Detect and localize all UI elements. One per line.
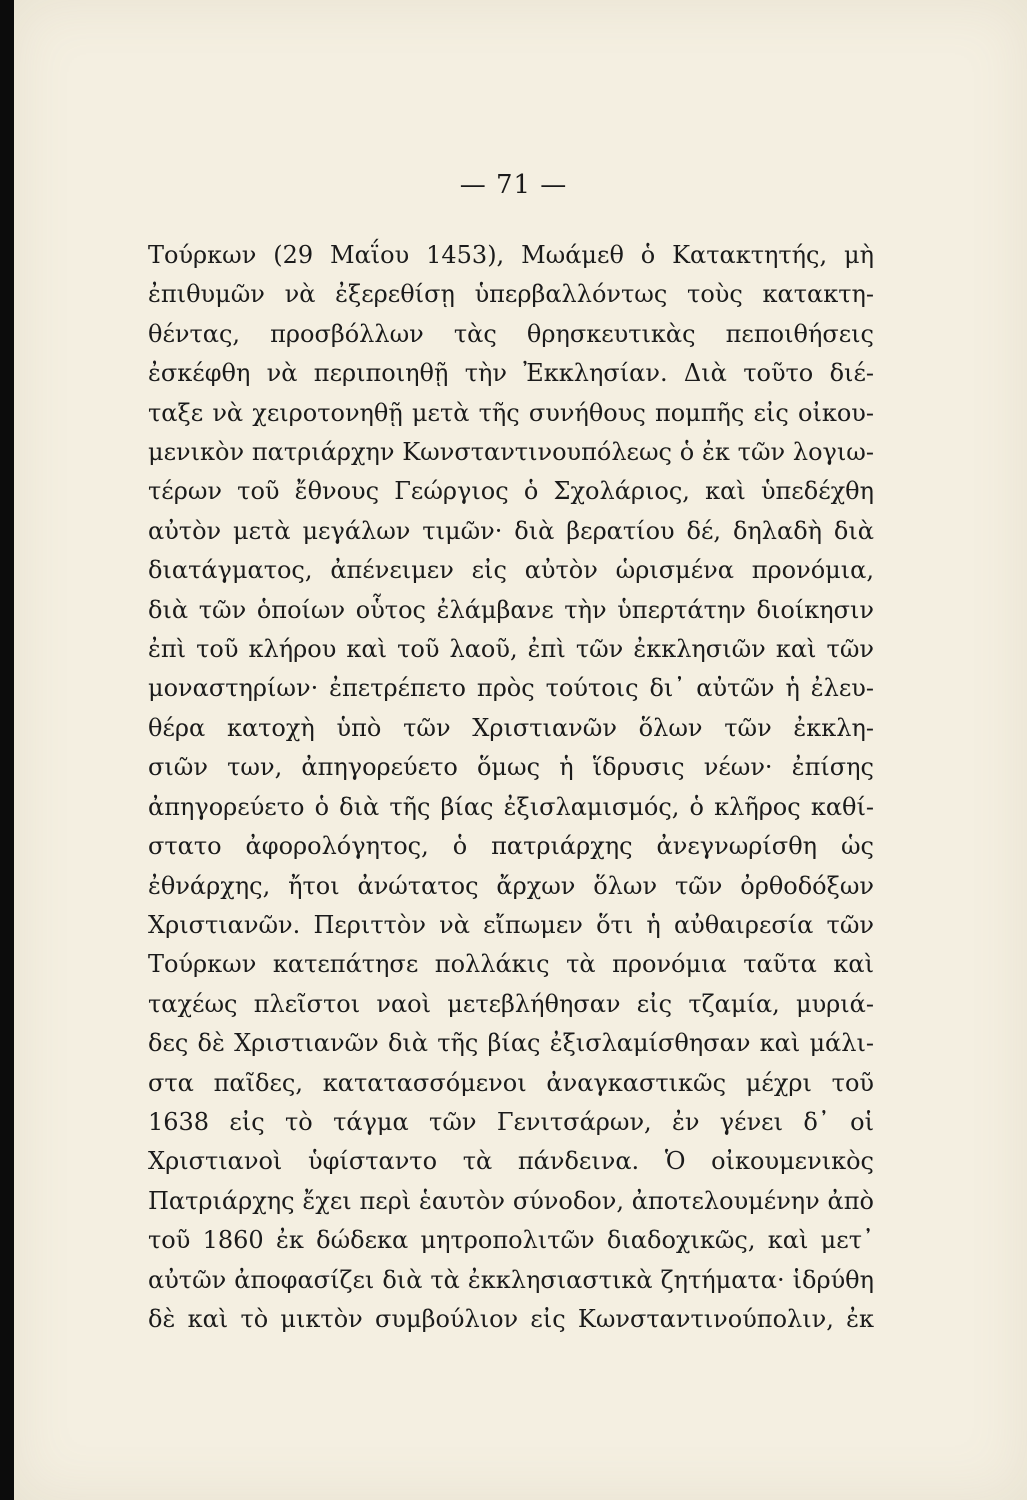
text-line: Πατριάρχης ἔχει περὶ ἑαυτὸν σύνοδον, ἀποτελουμένην ἀπὸ — [148, 1186, 874, 1215]
text-line: αὐτὸν μετὰ μεγάλων τιμῶν· διὰ βερατίου δέ, δηλαδὴ διὰ — [148, 516, 874, 545]
text-line: μοναστηρίων· ἐπετρέπετο πρὸς τούτοις δι᾽ αὐτῶν ἡ ἐλευ- — [148, 674, 874, 703]
text-line: θέρα κατοχὴ ὑπὸ τῶν Χριστιανῶν ὅλων τῶν ἐκκλη- — [148, 713, 874, 742]
text-line: δὲ καὶ τὸ μικτὸν συμβούλιον εἰς Κωνσταντινούπολιν, ἐκ — [148, 1304, 874, 1333]
text-line: διατάγματος, ἀπένειμεν εἰς αὐτὸν ὡρισμένα προνόμια, — [148, 556, 874, 585]
text-line: Χριστιανοὶ ὑφίσταντο τὰ πάνδεινα. Ὁ οἰκουμενικὸς — [148, 1147, 874, 1176]
text-line: ἐπιθυμῶν νὰ ἐξερεθίσῃ ὑπερβαλλόντως τοὺς κατακτη- — [148, 280, 874, 309]
text-line: θέντας, προσβόλλων τὰς θρησκευτικὰς πεποιθήσεις — [148, 319, 874, 348]
text-line: ταξε νὰ χειροτονηθῇ μετὰ τῆς συνήθους πομπῆς εἰς οἰκου- — [148, 398, 874, 427]
text-line: Χριστιανῶν. Περιττὸν νὰ εἴπωμεν ὅτι ἡ αὐθαιρεσία τῶν — [148, 910, 874, 939]
text-line: ἀπηγορεύετο ὁ διὰ τῆς βίας ἐξισλαμισμός, ὁ κλῆρος καθί- — [148, 792, 874, 821]
body-text — [148, 236, 874, 1339]
text-line: δες δὲ Χριστιανῶν διὰ τῆς βίας ἐξισλαμίσθησαν καὶ μάλι- — [148, 1029, 874, 1058]
text-line: ἐπὶ τοῦ κλήρου καὶ τοῦ λαοῦ, ἐπὶ τῶν ἐκκλησιῶν καὶ τῶν — [148, 635, 874, 664]
text-line: ταχέως πλεῖστοι ναοὶ μετεβλήθησαν εἰς τζαμία, μυριά- — [148, 989, 874, 1018]
page-number: — 71 — — [459, 170, 568, 200]
text-line: στα παῖδες, κατατασσόμενοι ἀναγκαστικῶς μέχρι τοῦ — [148, 1068, 874, 1097]
text-line: αὐτῶν ἀποφασίζει διὰ τὰ ἐκκλησιαστικὰ ζητήματα· ἱδρύθη — [148, 1265, 874, 1294]
text-line: μενικὸν πατριάρχην Κωνσταντινουπόλεως ὁ ἐκ τῶν λογιω- — [148, 438, 874, 467]
text-line: Τούρκων (29 Μαΐου 1453), Μωάμεθ ὁ Κατακτητής, μὴ — [148, 241, 874, 269]
text-line: Τούρκων κατεπάτησε πολλάκις τὰ προνόμια ταῦτα καὶ — [148, 950, 874, 979]
text-line: 1638 εἰς τὸ τάγμα τῶν Γενιτσάρων, ἐν γένει δ᾽ οἱ — [148, 1107, 874, 1136]
text-line: ἐσκέφθη νὰ περιποιηθῇ τὴν Ἐκκλησίαν. Διὰ τοῦτο διέ- — [148, 359, 874, 388]
text-line: ἐθνάρχης, ἤτοι ἀνώτατος ἄρχων ὅλων τῶν ὀρθοδόξων — [148, 871, 874, 900]
text-line: σιῶν των, ἀπηγορεύετο ὅμως ἡ ἵδρυσις νέων· ἐπίσης — [148, 753, 874, 782]
text-line: στατο ἀφορολόγητος, ὁ πατριάρχης ἀνεγνωρίσθη ὡς — [148, 832, 874, 861]
text-line: διὰ τῶν ὁποίων οὗτος ἐλάμβανε τὴν ὑπερτάτην διοίκησιν — [148, 595, 874, 624]
text-line: τέρων τοῦ ἔθνους Γεώργιος ὁ Σχολάριος, καὶ ὑπεδέχθη — [148, 477, 874, 506]
text-line: τοῦ 1860 ἐκ δώδεκα μητροπολιτῶν διαδοχικῶς, καὶ μετ᾽ — [148, 1226, 874, 1255]
